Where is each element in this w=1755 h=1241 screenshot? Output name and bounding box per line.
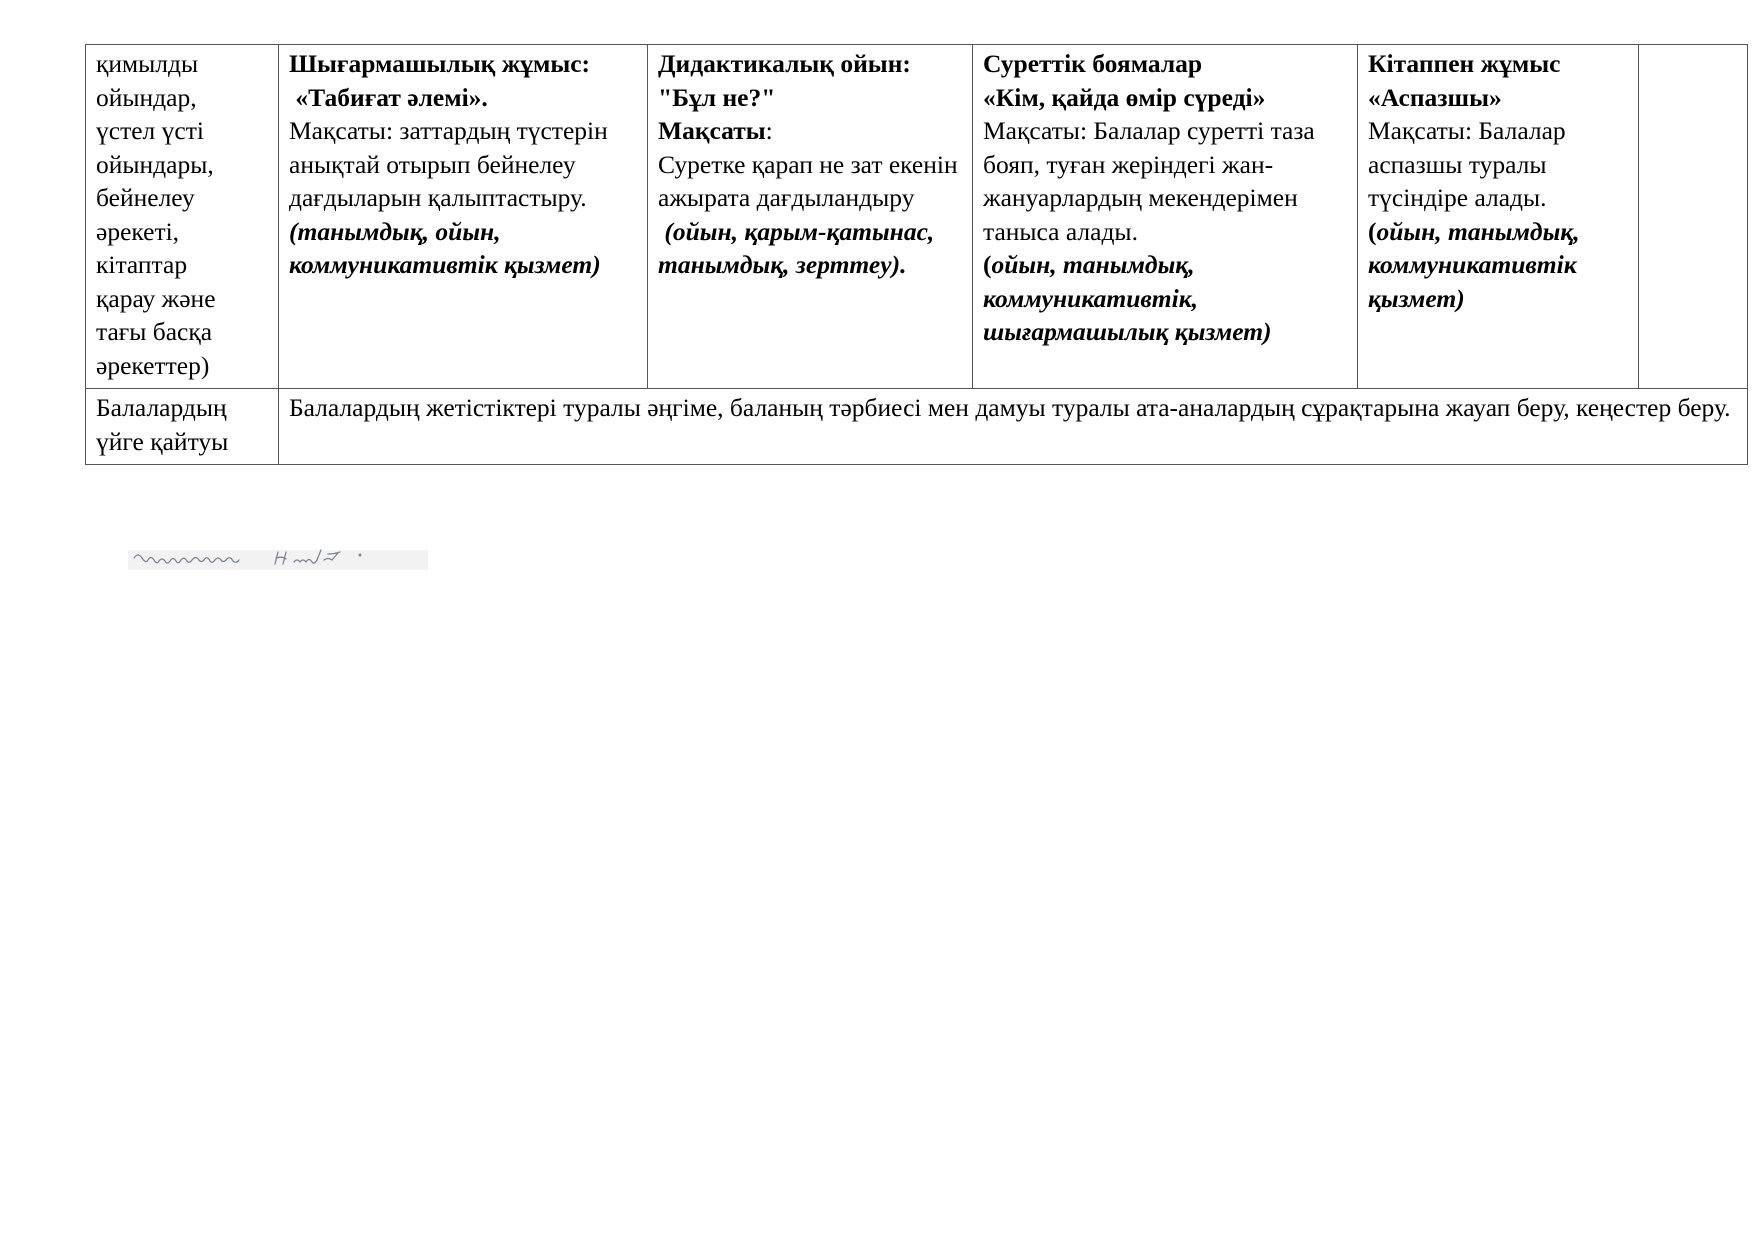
activity-types-open: (: [983, 250, 992, 279]
activity-types: ойын, танымдық, коммуникативтік қызмет): [1368, 216, 1580, 313]
activity-goal-label-line: [658, 114, 962, 148]
cell-line: әрекеті,: [96, 216, 180, 246]
cell-line: тағы басқа: [96, 317, 213, 346]
goal-colon: :: [765, 116, 773, 145]
activity-goal: Мақсаты: Балалар суретті таза бояп, туған жеріндегі жан-жануарлардың мекендерімен таныса алады.: [983, 116, 1315, 246]
activity-subtitle: «Табиғат әлемі».: [289, 82, 488, 112]
activity-types: (танымдық, ойын, коммуникативтік қызмет): [289, 216, 601, 279]
monday-activity-cell: [279, 45, 648, 389]
cell-line: кітаптар: [96, 250, 188, 279]
tuesday-activity-cell: [648, 45, 973, 389]
cell-line: үстел үсті: [96, 116, 204, 145]
activity-subtitle: «Кім, қайда өмір сүреді»: [983, 82, 1266, 112]
cell-line: қимылды: [96, 49, 199, 78]
activity-types: ойын, танымдық, коммуникативтік, шығармашылық қызмет): [983, 250, 1272, 346]
departure-label-cell: Балалардың үйге қайтуы: [86, 389, 279, 465]
activity-title: Суреттік боямалар: [983, 49, 1203, 78]
cell-line: қарау және: [96, 283, 216, 313]
plan-table: [85, 44, 1748, 465]
activity-goal: Мақсаты: заттардың түстерін анықтай отырып бейнелеу дағдыларын қалыптастыру.: [289, 116, 608, 212]
activity-subtitle: «Аспазшы»: [1368, 82, 1502, 112]
activity-type-cell: [86, 45, 279, 389]
activity-types-open: (: [1368, 216, 1377, 246]
activity-types-line: [1368, 215, 1628, 316]
cell-line: бейнелеу: [96, 183, 195, 212]
activity-title: Дидактикалық ойын:: [658, 49, 911, 78]
signature-image: [128, 540, 428, 574]
wednesday-activity-cell: [973, 45, 1358, 389]
activity-goal: Мақсаты: Балалар аспазшы туралы түсіндіре алады.: [1368, 116, 1566, 212]
thursday-activity-cell: [1358, 45, 1639, 389]
departure-content-cell: Балалардың жетістіктері туралы әңгіме, баланың тәрбиесі мен дамуы туралы ата-аналардың сұрақтарына жауап беру, кеңестер беру.: [279, 389, 1748, 465]
empty-cell: [1639, 45, 1748, 389]
activity-types-line: [983, 248, 1347, 349]
cell-line: ойындары,: [96, 149, 214, 179]
cell-line: ойындар,: [96, 82, 197, 112]
cell-line: әрекеттер): [96, 350, 210, 380]
activity-subtitle: "Бұл не?": [658, 82, 776, 112]
table-row: [86, 389, 1748, 465]
activity-title: Кітаппен жұмыс: [1368, 49, 1561, 78]
activity-goal: Суретке қарап не зат екенін ажырата дағдыландыру: [658, 149, 958, 212]
activity-title: Шығармашылық жұмыс:: [289, 49, 591, 78]
table-row: [86, 45, 1748, 389]
goal-label: Мақсаты: [658, 116, 766, 145]
activity-types: (ойын, қарым-қатынас, танымдық, зерттеу).: [658, 216, 941, 279]
